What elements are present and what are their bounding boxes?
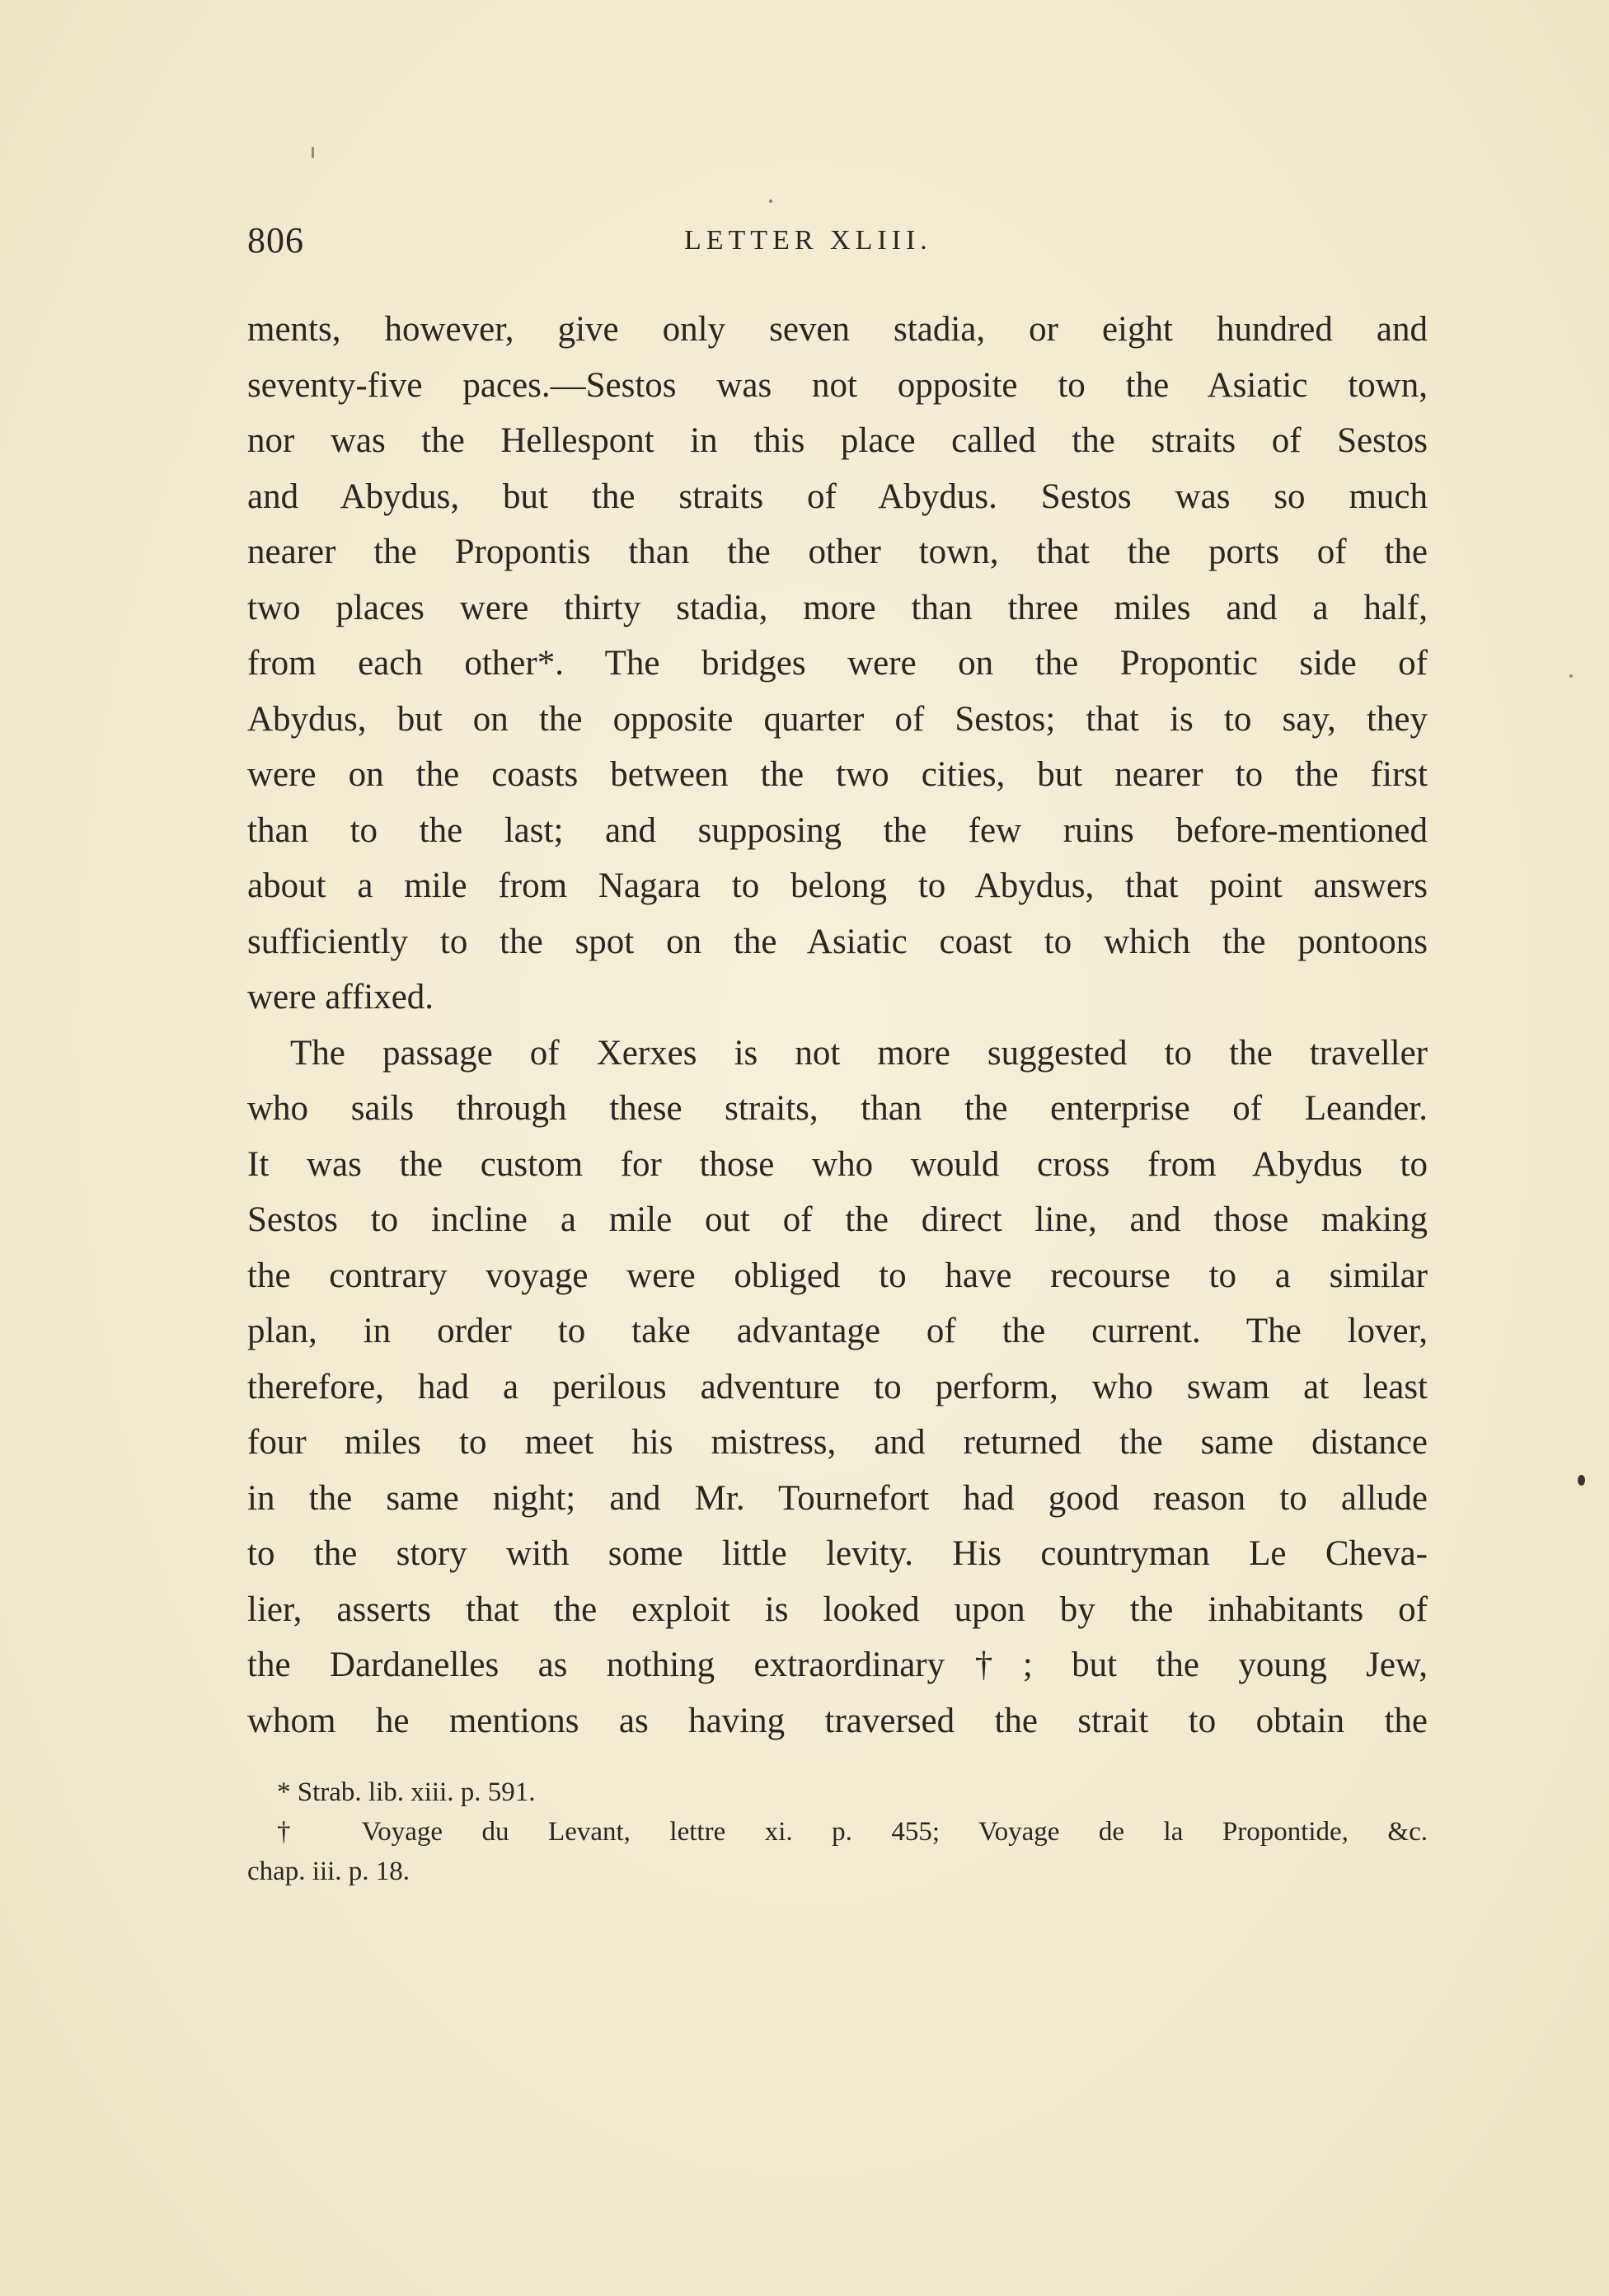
text-line: ments, however, give only seven stadia, or eight hundred and bbox=[247, 310, 1428, 349]
text-line: the Dardanelles as nothing extraordinary†; but the young Jew, bbox=[247, 1646, 1428, 1684]
body-text bbox=[247, 302, 1428, 1749]
text-line: It was the custom for those who would cross from Abydus to bbox=[247, 1144, 1428, 1184]
text-line: nearer the Propontis than the other town, that the ports of the bbox=[247, 533, 1428, 571]
text-line: about a mile from Nagara to belong to Abydus, that point answers bbox=[247, 866, 1428, 905]
text-line: than to the last; and supposing the few ruins before-mentioned bbox=[247, 810, 1428, 850]
text-line: the contrary voyage were obliged to have recourse to a similar bbox=[247, 1256, 1428, 1295]
text-line: whom he mentions as having traversed the strait to obtain the bbox=[247, 1701, 1428, 1740]
text-line: were affixed. bbox=[247, 978, 434, 1017]
text-line: four miles to meet his mistress, and returned the same distance bbox=[247, 1423, 1428, 1462]
page-number: 806 bbox=[247, 220, 304, 261]
ink-speck bbox=[769, 200, 772, 203]
page-header bbox=[247, 216, 1426, 265]
text-line: sufficiently to the spot on the Asiatic coast to which the pontoons bbox=[247, 922, 1428, 961]
text-line: Abydus, but on the opposite quarter of Sestos; that is to say, they bbox=[247, 699, 1428, 739]
footnote-continuation: chap. iii. p. 18. bbox=[247, 1857, 410, 1886]
footnote: † Voyage du Levant, lettre xi. p. 455; Voyage de la Propontide, &c. bbox=[277, 1817, 1428, 1847]
running-head: LETTER XLIII. bbox=[684, 225, 932, 256]
text-line: lier, asserts that the exploit is looked upon by the inhabitants of bbox=[247, 1589, 1428, 1629]
text-line: therefore, had a perilous adventure to perform, who swam at least bbox=[247, 1367, 1428, 1406]
text-line: two places were thirty stadia, more than three miles and a half, bbox=[247, 588, 1428, 627]
footnote: * Strab. lib. xiii. p. 591. bbox=[277, 1777, 536, 1807]
footnotes bbox=[247, 1772, 1428, 1891]
ink-speck bbox=[1569, 674, 1573, 678]
text-line: who sails through these straits, than the enterprise of Leander. bbox=[247, 1089, 1428, 1128]
text-line: in the same night; and Mr. Tournefort had good reason to allude bbox=[247, 1478, 1428, 1518]
ink-speck bbox=[1578, 1475, 1585, 1486]
text-line: nor was the Hellespont in this place called the straits of Sestos bbox=[247, 421, 1428, 460]
text-line: and Abydus, but the straits of Abydus. Sestos was so much bbox=[247, 477, 1428, 516]
text-line: seventy-five paces.—Sestos was not opposite to the Asiatic town, bbox=[247, 365, 1428, 405]
text-line: plan, in order to take advantage of the current. The lover, bbox=[247, 1312, 1428, 1350]
text-line: were on the coasts between the two cities, but nearer to the first bbox=[247, 755, 1428, 794]
ink-speck bbox=[312, 147, 314, 158]
text-line: Sestos to incline a mile out of the direct line, and those making bbox=[247, 1200, 1428, 1239]
text-line: The passage of Xerxes is not more suggested to the traveller bbox=[290, 1033, 1428, 1073]
text-line: to the story with some little levity. His countryman Le Cheva- bbox=[247, 1534, 1428, 1573]
text-line: from each other*. The bridges were on the Propontic side of bbox=[247, 644, 1428, 683]
